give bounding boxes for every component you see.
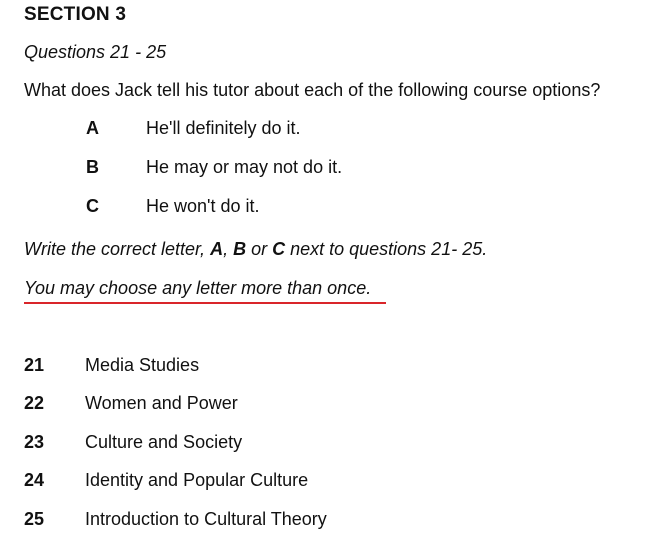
- instruction-separator: ,: [223, 239, 234, 259]
- question-text: Culture and Society: [85, 432, 243, 452]
- question-row-23: [0, 432, 650, 456]
- question-number: 22: [24, 393, 45, 413]
- question-text: Women and Power: [85, 393, 238, 413]
- option-row-b: [0, 157, 650, 181]
- option-text: He won't do it.: [146, 196, 260, 216]
- instruction-or: or: [246, 239, 273, 259]
- question-prompt: What does Jack tell his tutor about each of the following course options?: [24, 80, 601, 100]
- option-row-a: [0, 118, 650, 142]
- option-text: He may or may not do it.: [146, 157, 343, 177]
- question-row-25: [0, 509, 650, 533]
- instruction-letter-b: B: [233, 239, 247, 259]
- question-number: 21: [24, 355, 45, 375]
- question-text: Identity and Popular Culture: [85, 470, 309, 490]
- option-row-c: [0, 196, 650, 220]
- option-letter: B: [86, 157, 99, 177]
- question-row-22: [0, 393, 650, 417]
- option-letter: C: [86, 196, 99, 216]
- questions-range: Questions 21 - 25: [24, 42, 167, 62]
- question-row-24: [0, 470, 650, 494]
- instruction-text: [24, 239, 487, 260]
- option-text: He'll definitely do it.: [146, 118, 301, 138]
- question-row-21: [0, 355, 650, 379]
- question-text: Media Studies: [85, 355, 200, 375]
- question-text: Introduction to Cultural Theory: [85, 509, 327, 529]
- question-number: 24: [24, 470, 45, 490]
- instruction-letter-a: A: [210, 239, 224, 259]
- note-text: You may choose any letter more than once.: [24, 278, 372, 298]
- section-title: SECTION 3: [24, 4, 127, 25]
- note-underline: [24, 302, 386, 304]
- instruction-part: Write the correct letter,: [24, 239, 211, 259]
- question-number: 23: [24, 432, 45, 452]
- option-letter: A: [86, 118, 99, 138]
- instruction-part: next to questions 21- 25.: [285, 239, 488, 259]
- instruction-letter-c: C: [272, 239, 286, 259]
- question-number: 25: [24, 509, 45, 529]
